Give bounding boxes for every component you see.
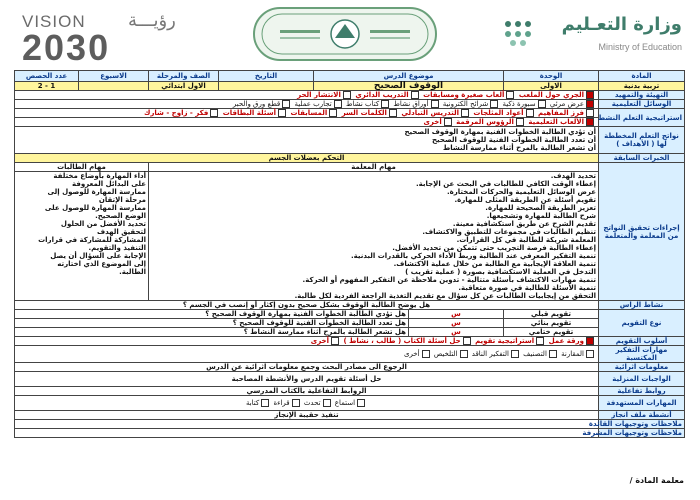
eval-row-3: [15, 328, 685, 337]
means-check-icon[interactable]: [538, 100, 546, 108]
goals-label: نواتج التعلم المخططة لها ( الأهداف ): [599, 127, 685, 154]
prior-row: [15, 154, 685, 163]
label-unit: الوحدة: [504, 71, 599, 82]
intro-check-icon[interactable]: [343, 91, 351, 99]
eval-row-2: [15, 319, 685, 328]
value-topic[interactable]: الوقوف الصحيح: [314, 82, 504, 91]
label-periods: عدد الحصص: [15, 71, 79, 82]
means-label: الوسائل التعليمية: [599, 100, 685, 109]
skills2-check-icon[interactable]: [261, 399, 269, 407]
eval-type: تقويم بنائي: [504, 319, 599, 328]
teacher-task: تنمية التفكير المعرفي عند الطالبة وربط الأداء الحركي بالقدرات البدنية.: [350, 252, 597, 260]
value-date[interactable]: [219, 82, 314, 91]
teacher-task: تقديم الشرح عن طريق استكشافية معينة.: [452, 220, 597, 228]
teacher-tasks-list: [149, 172, 599, 301]
student-task: أداء المهارة بأوضاع مختلفة: [53, 172, 146, 180]
school-seal-icon: [250, 6, 440, 62]
procedures-body-row: [15, 172, 685, 301]
prior-value: التحكم بعضلات الجسم: [15, 154, 599, 163]
ministry-emblem-icon: [502, 18, 542, 48]
label-date: التاريخ: [219, 71, 314, 82]
lesson-plan-table: [14, 70, 685, 438]
skills2-check-icon[interactable]: [357, 399, 365, 407]
eval-mark: س: [409, 310, 504, 319]
label-week: الاسبوع: [79, 71, 149, 82]
teacher-task: تحديد الهدف.: [550, 172, 597, 180]
skills-check-icon[interactable]: [586, 350, 594, 358]
page-header: [0, 0, 700, 68]
student-task: إلى الموضوع الذي اختارته: [57, 260, 146, 268]
student-task: تحديد الأفضل من الحلول: [60, 220, 146, 228]
enrich-row: [15, 363, 685, 372]
links-label: روابط تفاعلية: [599, 387, 685, 396]
skills-options: المقارنة التصنيف التفكير الناقد التلخيص أخرى: [15, 346, 599, 363]
strategy-check-icon[interactable]: [389, 109, 397, 117]
links-value[interactable]: الروابط التفاعلية بالكتاب المدرسي: [15, 387, 599, 396]
eval-type: تقويم قبلي: [504, 310, 599, 319]
teacher-task: تنمية الأسئلة للطالبة في صورة متعاقبة.: [458, 284, 597, 292]
style-options: ورقة عمل استراتيجية تقويم حل أسئلة الكتاب ( طالب ، نشاط ) أخرى: [15, 337, 599, 346]
strategy-check-icon[interactable]: [586, 109, 594, 117]
eval-label: نوع التقويم: [599, 310, 685, 337]
strategy-label: استراتيجية التعلم النشط: [599, 109, 685, 127]
activity-row: [15, 301, 685, 310]
student-task: مرحلة الإتقان: [98, 196, 146, 204]
achieve-row: [15, 411, 685, 420]
skills2-options: استماع تحدث قراءة كتابة: [15, 396, 599, 411]
student-task: على البدائل المعروفة: [71, 180, 146, 188]
eval-question: هل تؤدي الطالبة الخطوات الفنية بمهارة الوقوف الصحيح ؟: [15, 310, 409, 319]
strategy-check-icon[interactable]: [526, 109, 534, 117]
intro-options: الجري حول الملعب ألعاب صغيرة ومسابقات التدريب الدائري الانتشار الحر: [15, 91, 599, 100]
student-task: المشاركة للمشاركة في قرارات: [38, 236, 146, 244]
means-check-icon[interactable]: [586, 100, 594, 108]
strategy-check-icon[interactable]: [278, 109, 286, 117]
teacher-task: إعطاء الطالبة فرصة التجريب حتى تتمكن من تحديد الأفضل.: [392, 244, 597, 252]
student-task: لتحقيق الهدف: [97, 228, 146, 236]
skills2-label: المهارات المستهدفة: [599, 396, 685, 411]
notes-row-2: [15, 429, 685, 438]
activity-label: نشاط الراس: [599, 301, 685, 310]
procedures-label: إجراءات تحقيق النواتج من المعلمة والمتعلمة: [599, 163, 685, 301]
notes-value[interactable]: [15, 429, 599, 438]
means-check-icon[interactable]: [334, 100, 342, 108]
label-subject: المادة: [599, 71, 685, 82]
eval-type: تقويم ختامي: [504, 328, 599, 337]
eval-question: هل تعدد الطالبة الخطوات الفنية للوقوف الصحيح ؟: [15, 319, 409, 328]
strategy-check-icon[interactable]: [329, 109, 337, 117]
teacher-task: تعزيز الطريقة الصحيحة للمهارة.: [485, 204, 597, 212]
label-topic: موضوع الدرس: [314, 71, 504, 82]
skills-label: مهارات التفكير المكتسبة: [599, 346, 685, 363]
teacher-task: تقويم أسئلة عن الطريقة المثلى للمهارة.: [454, 196, 597, 204]
value-periods[interactable]: 1 - 2: [15, 82, 79, 91]
means-check-icon[interactable]: [431, 100, 439, 108]
means-options: عرض مرئي سبورة ذكية شرائح الكترونية أوراق نشاط كتاب نشاط تجارب عملية قطع ورق والحبر: [15, 100, 599, 109]
intro-check-icon[interactable]: [586, 91, 594, 99]
achieve-value: تنفيذ حقيبة الإنجاز: [15, 411, 599, 420]
intro-check-icon[interactable]: [411, 91, 419, 99]
teacher-task: تنمية العلاقة الإيجابية مع الطالبة من خلال عملية الاكتشاف.: [393, 260, 597, 268]
enrich-label: معلومات اثرائية: [599, 363, 685, 372]
teacher-task: التحقق من إيجابيات الطالبات عن كل سؤال مع تقديم التغذية الراجعة الفردية لكل طالبة.: [294, 292, 597, 300]
skills-row: [15, 346, 685, 363]
value-week[interactable]: [79, 82, 149, 91]
skills2-check-icon[interactable]: [323, 399, 331, 407]
eval-row-1: [15, 310, 685, 319]
notes-label: ملاحظات وتوجيهات المشرفة: [599, 429, 685, 438]
teacher-task: المعلمة شريكة للطالبة في كل القرارات.: [456, 236, 597, 244]
teacher-task: تنظيم الطالبات في مجموعات للتطبيق والاكتشاف.: [422, 228, 597, 236]
activity-value: هل يوضح الطالبة الوقوف بشكل صحيح بدون إكثار أو إنصب في الجسم ؟: [15, 301, 599, 310]
value-grade[interactable]: الاول ابتدائي: [149, 82, 219, 91]
eval-mark: س: [409, 328, 504, 337]
label-grade: الصف والمرحلة: [149, 71, 219, 82]
student-tasks-head: مهام الطالبات: [15, 163, 149, 172]
teacher-task: تنمية مهارات الاكتشاف بأسئلة متتالية - تدوين ملاحظة عن التفكير المفهوم أو الحركة.: [302, 276, 597, 284]
strategy-options-1: فرز المفاهيم أعواد المثلجات التدريس التبادلي الكلمات السر المسابقات أسئلة البطاقات فكر - زاوج - شارك: [15, 109, 599, 118]
student-task: التنفيذ والتقويم.: [88, 244, 146, 252]
intro-check-icon[interactable]: [506, 91, 514, 99]
notes-value[interactable]: [15, 420, 599, 429]
notes-label: ملاحظات وتوجيهات القائدة: [599, 420, 685, 429]
skills-check-icon[interactable]: [460, 350, 468, 358]
skills2-row: [15, 396, 685, 411]
strategy-row-2: [15, 118, 685, 127]
links-row: [15, 387, 685, 396]
teacher-task: عرض الوسائل التعليمية والحركات المختارة.: [446, 188, 597, 196]
strategy-check-icon[interactable]: [586, 118, 594, 126]
strategy-check-icon[interactable]: [516, 118, 524, 126]
student-tasks-list: [15, 172, 149, 301]
style-row: [15, 337, 685, 346]
strategy-options-2: الألعاب التعليمية الرؤوس المرقمة أخرى: [15, 118, 599, 127]
goal-item: أن تعدد الطالبة الخطوات الفنية للوقوف الصحيح: [432, 136, 597, 144]
teacher-tasks-head: مهام المعلمة: [149, 163, 599, 172]
teacher-task: إعطاء الوقت الكافي للطالبات في البحث عن الإجابة.: [415, 180, 597, 188]
student-task: الطالبة.: [119, 268, 146, 276]
teacher-task: التدخل في العملية الاستكشافية بصورة ( عملية تقريب ): [405, 268, 597, 276]
achieve-label: أنشطة ملف انجاز: [599, 411, 685, 420]
skills-check-icon[interactable]: [511, 350, 519, 358]
lesson-header-row: [15, 71, 685, 82]
vision-2030-logo: VISION رؤيـــة 2030: [22, 10, 176, 68]
homework-value: حل أسئلة تقويم الدرس والأنشطة المصاحبة: [15, 372, 599, 387]
intro-label: التهيئة والتمهيد: [599, 91, 685, 100]
means-row: [15, 100, 685, 109]
teacher-task: شرح الطالبة للمهارة وتشجيعها.: [486, 212, 597, 220]
enrich-value: الرجوع الى مصادر البحث وجمع معلومات اثرائية عن الدرس: [15, 363, 599, 372]
style-check-icon[interactable]: [463, 337, 471, 345]
homework-label: الواجبات المنزلية: [599, 372, 685, 387]
means-check-icon[interactable]: [381, 100, 389, 108]
means-check-icon[interactable]: [490, 100, 498, 108]
notes-row-1: [15, 420, 685, 429]
strategy-check-icon[interactable]: [444, 118, 452, 126]
skills-check-icon[interactable]: [422, 350, 430, 358]
goals-list: [15, 127, 599, 154]
style-check-icon[interactable]: [536, 337, 544, 345]
lesson-values-row: [15, 82, 685, 91]
teacher-signature: معلمة المادة /: [629, 476, 684, 485]
strategy-check-icon[interactable]: [210, 109, 218, 117]
eval-mark: س: [409, 319, 504, 328]
style-label: أسلوب التقويم: [599, 337, 685, 346]
ministry-logo: وزارة التعـليم Ministry of Education: [502, 14, 682, 60]
goal-item: أن تشعر الطالبة بالمرح أثناء ممارسة النشاط: [442, 144, 597, 152]
student-task: الوضع الصحيح.: [95, 212, 146, 220]
student-task: الإجابة على السؤال أن يصل: [50, 252, 146, 260]
value-unit[interactable]: الاولى: [504, 82, 599, 91]
goals-row: [15, 127, 685, 154]
strategy-row-1: [15, 109, 685, 118]
prior-label: الخبرات السابقة: [599, 154, 685, 163]
means-check-icon[interactable]: [282, 100, 290, 108]
procedures-head-row: [15, 163, 685, 172]
goal-item: أن تؤدي الطالبة الخطوات الفنية بمهارة الوقوف الصحيح: [404, 128, 597, 136]
intro-row: [15, 91, 685, 100]
eval-question: هل تشعر الطالبة بالمرح أثناء ممارسة النشاط ؟: [15, 328, 409, 337]
style-check-icon[interactable]: [586, 337, 594, 345]
student-task: ممارسة المهارة للوصول إلى: [47, 188, 146, 196]
skills2-check-icon[interactable]: [292, 399, 300, 407]
skills-check-icon[interactable]: [549, 350, 557, 358]
style-check-icon[interactable]: [331, 337, 339, 345]
value-subject[interactable]: تربية بدنية: [599, 82, 685, 91]
student-task: ممارسة المهارة للوصول على: [44, 204, 146, 212]
strategy-check-icon[interactable]: [461, 109, 469, 117]
homework-row: [15, 372, 685, 387]
